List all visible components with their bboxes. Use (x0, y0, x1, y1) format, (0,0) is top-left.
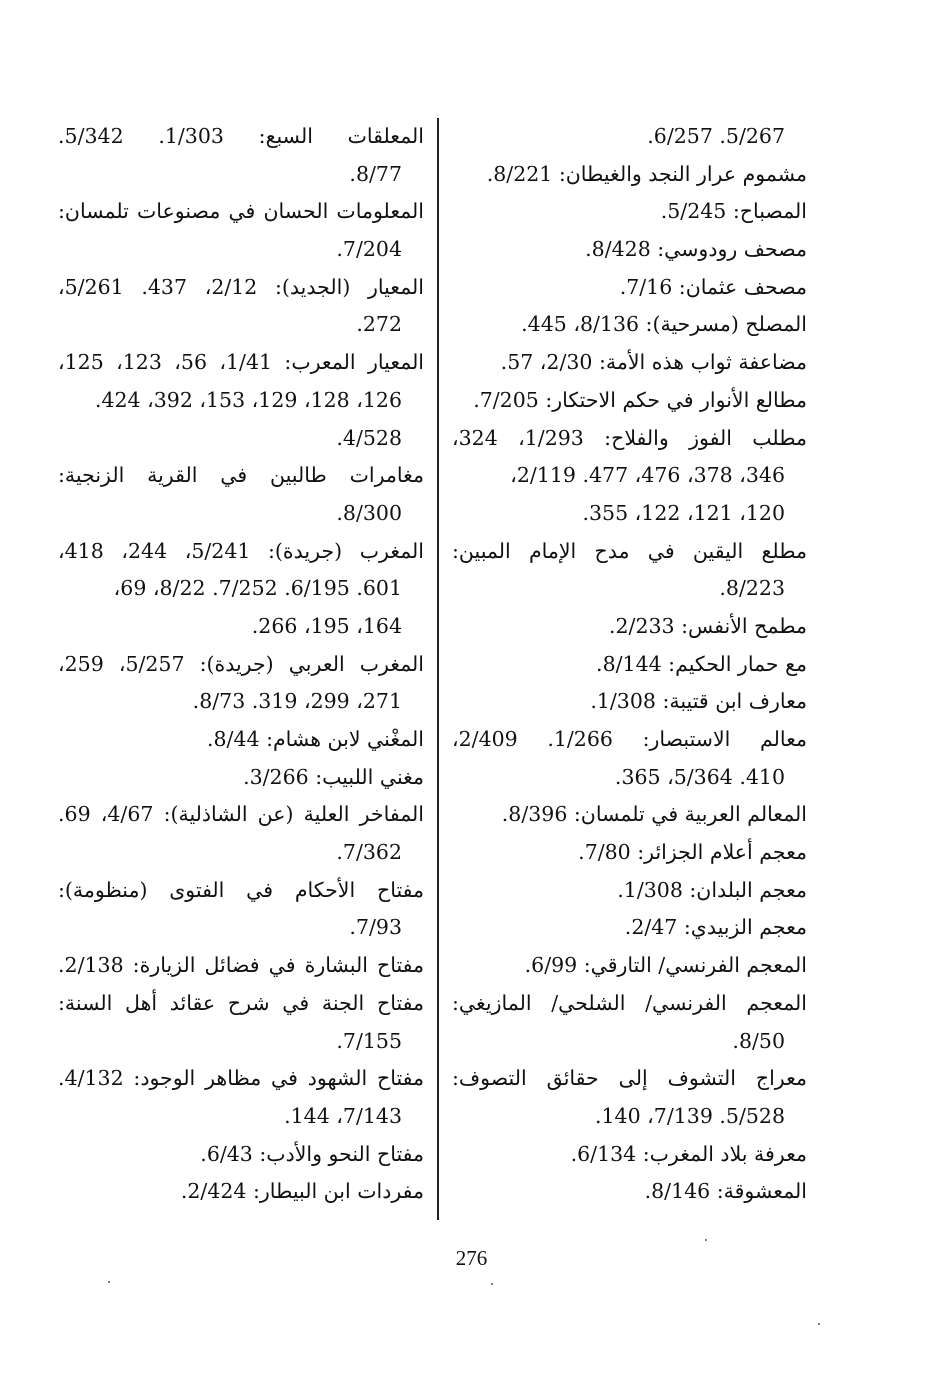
index-entry-continuation: 4/528. (336, 425, 402, 450)
index-entry: المعلومات الحسان في مصنوعات تلمسان: (58, 199, 424, 224)
index-entry: معارف ابن قتيبة: 1/308. (590, 689, 807, 714)
index-entry: المعجم الفرنسي/ الشلحي/ المازيغي: (452, 990, 807, 1015)
index-entry: المغْني لابن هشام: 8/44. (206, 727, 424, 751)
index-entry: مفتاح النحو والأدب: 6/43. (200, 1141, 424, 1166)
index-entry-continuation: 601. 6/195. 7/252. 8/22، 69، (113, 576, 402, 601)
index-entry: مع حمار الحكيم: 8/144. (596, 651, 807, 676)
index-column-left (58, 118, 424, 1211)
index-entry: مغامرات طالبين في القرية الزنجية: (58, 463, 424, 488)
index-entry: المفاخر العلية (عن الشاذلية): 4/67، 69. (58, 802, 424, 827)
index-entry-continuation: 271، 299، 319. 8/73. (192, 689, 402, 714)
page-number: 276 (455, 1246, 488, 1270)
index-entry-continuation: 7/362. (336, 840, 402, 865)
index-entry: معراج التشوف إلى حقائق التصوف: (452, 1066, 807, 1091)
index-entry-continuation: 346، 378، 476، 477. 2/119، (510, 463, 785, 488)
index-column-right (452, 118, 807, 1211)
index-entry: معالم الاستبصار: 1/266. 2/409، (452, 727, 807, 751)
index-entry-continuation: 410. 5/364، 365. (614, 764, 785, 789)
index-entry-continuation: 8/300. (336, 500, 402, 525)
index-entry-continuation: 8/50. (732, 1028, 785, 1053)
index-entry-continuation: 272. (356, 312, 402, 337)
index-entry: مطالع الأنوار في حكم الاحتكار: 7/205. (473, 387, 807, 412)
index-entry: مطلب الفوز والفلاح: 1/293، 324، (452, 425, 807, 450)
index-entry: المعيار المعرب: 1/41، 56، 123، 125، (58, 350, 425, 375)
index-entry: مشموم عرار النجد والغيطان: 8/221. (486, 161, 807, 186)
index-entry: المصلح (مسرحية): 8/136، 445. (521, 312, 807, 337)
index-entry: المغرب العربي (جريدة): 5/257، 259، (58, 651, 424, 676)
index-entry: المعلقات السبع: 1/303. 5/342. (58, 124, 424, 148)
index-entry-continuation: 8/223. (719, 576, 785, 601)
index-entry-continuation: 126، 128، 129، 153، 392، 424. (94, 387, 402, 412)
index-entry-continuation: 7/204. (336, 237, 402, 262)
index-entry: معجم الزبيدي: 2/47. (624, 915, 807, 940)
index-entry: معرفة بلاد المغرب: 6/134. (570, 1141, 807, 1166)
index-entry-continuation: 164، 195، 266. (251, 613, 402, 638)
index-entry: المعشوقة: 8/146. (644, 1179, 807, 1204)
index-entry-continuation: 8/77. (349, 161, 402, 186)
index-entry: مفتاح الأحكام في الفتوى (منظومة): (58, 877, 424, 902)
index-entry-continuation: 7/93. (349, 915, 402, 940)
index-entry-continuation: 5/528. 7/139، 140. (594, 1103, 785, 1128)
index-entry: مفتاح البشارة في فضائل الزيارة: 2/138. (58, 953, 424, 978)
index-entry-continuation: 7/143، 144. (284, 1103, 402, 1128)
index-entry: المعالم العربية في تلمسان: 8/396. (501, 802, 807, 827)
index-entry-continuation: 120، 121، 122، 355. (582, 500, 785, 525)
index-entry: المصباح: 5/245. (660, 199, 807, 224)
index-entry-continuation: 5/267. 6/257. (647, 124, 785, 148)
index-entry-continuation: 7/155. (336, 1028, 402, 1053)
index-entry: مصحف رودوسي: 8/428. (585, 237, 807, 262)
scan-speck (491, 1283, 493, 1285)
scan-speck (705, 1239, 707, 1241)
scan-speck (818, 1323, 820, 1325)
index-entry: مطمح الأنفس: 2/233. (608, 613, 807, 638)
index-entry: مفتاح الشهود في مظاهر الوجود: 4/132. (58, 1066, 424, 1091)
index-entry: مضاعفة ثواب هذه الأمة: 2/30، 57. (500, 350, 807, 375)
index-entry: مفتاح الجنة في شرح عقائد أهل السنة: (58, 990, 424, 1015)
index-entry: المعيار (الجديد): 2/12، 437. 5/261، (58, 274, 424, 299)
index-entry: معجم أعلام الجزائر: 7/80. (578, 840, 807, 865)
index-entry: مغني اللبيب: 3/266. (243, 764, 424, 789)
index-entry: المغرب (جريدة): 5/241، 244، 418، (58, 538, 424, 563)
index-entry: المعجم الفرنسي/ التارقي: 6/99. (524, 953, 807, 978)
column-divider (437, 118, 439, 1220)
index-entry: معجم البلدان: 1/308. (617, 877, 807, 902)
scan-speck (108, 1281, 110, 1283)
index-entry: مفردات ابن البيطار: 2/424. (180, 1179, 424, 1204)
index-entry: مصحف عثمان: 7/16. (619, 274, 807, 299)
index-entry: مطلع اليقين في مدح الإمام المبين: (452, 538, 807, 563)
